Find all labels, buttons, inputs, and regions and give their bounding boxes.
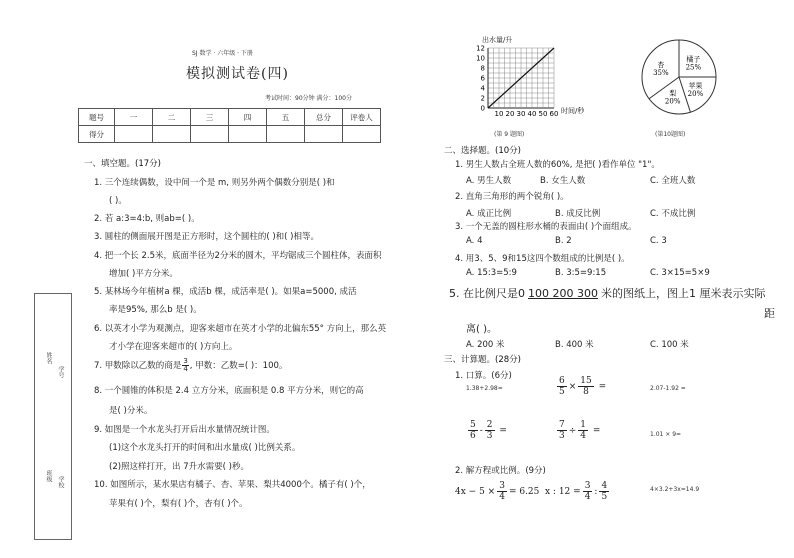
question-7	[94, 358, 287, 373]
question-6-line1: 6. 以英才小学为观测点，迎客来超市在英才小学的北偏东55° 方向上，那么英	[94, 324, 387, 334]
choice-1-option-a[interactable]: A. 男生人数	[466, 176, 512, 186]
question-7-prefix: 7. 甲数除以乙数的商是	[94, 361, 182, 371]
x-tick-label: 10	[494, 110, 504, 118]
y-tick-label: 0	[480, 104, 485, 113]
calc-2: $\frac{6}{5}$ × $\frac{15}{8}$ =	[559, 376, 607, 397]
score-cell: 四	[229, 109, 267, 126]
choice-5-prefix: 5. 在比例尺是0	[449, 287, 525, 300]
question-2: 2. 若 a:3=4:b, 则ab=( )。	[94, 214, 200, 224]
fraction	[578, 376, 593, 397]
denominator: 3	[559, 431, 565, 441]
score-cell: 五	[267, 109, 305, 126]
fraction-numerator: 3	[183, 357, 188, 365]
sidebar-class-label: 班级	[45, 470, 52, 482]
score-cell: 题号	[79, 109, 115, 126]
numerator: 7	[559, 420, 565, 430]
fraction	[468, 420, 478, 441]
numerator: 1	[580, 420, 587, 430]
fraction	[485, 420, 495, 441]
subsection-equations: 2. 解方程或比例。(9分)	[455, 466, 546, 476]
series-label: SJ 数学 · 六年级 · 下册	[192, 50, 253, 57]
pie-slice-percent: 20%	[664, 97, 681, 106]
score-input-cell[interactable]	[343, 126, 381, 143]
section-3-heading: 三、计算题。(28分)	[444, 355, 521, 365]
denominator: 8	[583, 387, 589, 397]
choice-1-option-b[interactable]: B. 女生人数	[540, 176, 586, 186]
question-4-line1: 4. 把一个长 2.5米，底面半径为2分米的圆木，平均锯成三个圆柱体，表面积	[94, 251, 382, 261]
chart-x-ticks	[495, 110, 559, 118]
score-cell: 评卷人	[343, 109, 381, 126]
choice-4-option-b[interactable]: B. 3:5=9:15	[555, 268, 607, 278]
choice-4-option-a[interactable]: A. 15:3=5:9	[466, 268, 517, 278]
choice-5-option-a[interactable]: A. 200 米	[466, 340, 505, 350]
score-cell: 得分	[79, 126, 115, 143]
fraction	[599, 481, 609, 502]
choice-5-option-b[interactable]: B. 400 米	[555, 340, 594, 350]
x-tick-label: 50	[538, 110, 548, 118]
y-tick-label: 12	[476, 44, 485, 53]
subsection-mental-math: 1. 口算。(6分)	[455, 371, 512, 381]
question-9: 9. 如图是一个水龙头打开后出水量情况统计图。	[94, 425, 275, 435]
x-tick-label: 60	[549, 110, 559, 118]
score-input-cell[interactable]	[115, 126, 153, 143]
numerator: 6	[559, 376, 565, 386]
score-table-score-row	[79, 126, 381, 143]
question-6-line2: 才小学在迎客来超市的( )方向上。	[109, 342, 238, 352]
calc-6: 1.01 × 9=	[650, 431, 682, 438]
denominator: 4	[584, 492, 591, 502]
pie-slice-name: 梨	[669, 89, 677, 98]
pie-slice-percent: 20%	[687, 89, 704, 98]
numerator: 3	[499, 481, 505, 491]
denominator: 6	[470, 431, 476, 441]
fraction	[583, 481, 593, 502]
operator: ×	[568, 382, 577, 392]
question-4-line2: 增加( )平方分米。	[109, 269, 178, 279]
chart-y-ticks	[476, 45, 485, 113]
calc-3: 2.07-1.92 =	[650, 385, 686, 392]
question-8-line1: 8. 一个圆锥的体积是 2.4 立方分米，底面积是 0.8 平方分米，则它的高	[94, 386, 364, 396]
operator: -	[479, 426, 483, 436]
equation-2-prefix: x : 12 =	[545, 487, 581, 497]
fraction	[557, 376, 567, 397]
equation-2	[545, 481, 611, 502]
fruit-pie-chart	[636, 36, 722, 118]
choice-5-suffix: 米的图纸上，图上1 厘米表示实际	[600, 287, 766, 300]
figure-10-caption: (第10题图)	[655, 131, 686, 138]
sidebar-name-label: 姓名	[45, 352, 52, 364]
choice-2-option-b[interactable]: B. 成反比例	[555, 209, 601, 219]
choice-3-option-c[interactable]: C. 3	[650, 236, 667, 246]
y-tick-label: 4	[480, 84, 485, 93]
y-tick-label: 6	[480, 74, 485, 83]
choice-question-4: 4. 用3、5、9和15这四个数组成的比例是( )。	[455, 254, 630, 264]
choice-5-line2: 离( )。	[466, 324, 497, 335]
fraction	[578, 420, 588, 441]
chart-x-title: 时间/秒	[561, 107, 585, 115]
numerator: 2	[486, 420, 493, 430]
choice-3-option-b[interactable]: B. 2	[555, 236, 572, 246]
score-cell: 二	[153, 109, 191, 126]
question-9-part-1: (1)这个水龙头打开的时间和出水量成( )比例关系。	[109, 443, 301, 453]
score-input-cell[interactable]	[229, 126, 267, 143]
calc-5: $\frac{7}{3}$ ÷ $\frac{1}{4}$ =	[559, 420, 601, 441]
denominator: 5	[601, 492, 608, 502]
figure-9-caption: (第 9 题图)	[494, 131, 525, 138]
pie-slice-name: 苹果	[688, 81, 703, 90]
pie-slice-name: 杏	[657, 60, 665, 69]
equation-1-prefix: 4x − 5 ×	[455, 487, 496, 497]
choice-1-option-c[interactable]: C. 全班人数	[650, 176, 696, 186]
choice-question-1: 1. 男生人数占全班人数的60%, 是把( )看作单位 "1"。	[455, 160, 660, 170]
question-5-line1: 5. 某林场今年植树a 棵，成活b 棵，成活率是( )。如果a=5000, 成活	[94, 287, 357, 297]
numerator: 4	[601, 481, 608, 491]
score-input-cell[interactable]	[153, 126, 191, 143]
pie-slice-percent: 35%	[653, 68, 669, 77]
choice-2-option-a[interactable]: A. 成正比例	[466, 209, 512, 219]
sidebar-id-label: 学号	[57, 366, 64, 378]
score-table	[78, 108, 381, 143]
numerator: 5	[470, 420, 476, 430]
fraction	[497, 481, 507, 502]
chart-y-title: 出水量/升	[482, 36, 513, 44]
score-input-cell[interactable]	[191, 126, 229, 143]
operator: ÷	[568, 426, 577, 436]
denominator: 4	[499, 492, 505, 502]
question-9-part-2: (2)照这样打开，出 7升水需要( )秒。	[109, 462, 249, 472]
choice-3-option-a[interactable]: A. 4	[466, 236, 483, 246]
question-7-suffix: , 甲数：乙数=( )：100。	[189, 361, 288, 371]
pie-slice-percent: 25%	[685, 63, 702, 72]
equation-1-suffix: = 6.25	[508, 487, 540, 497]
question-3: 3. 圆柱的侧面展开图是正方形时，这个圆柱的( )和( )相等。	[94, 232, 319, 242]
binding-sidebar	[34, 293, 72, 540]
quotient-fraction	[182, 358, 188, 373]
calc-4: $\frac{5}{6}$ - $\frac{2}{3}$ =	[470, 420, 507, 441]
choice-2-option-c[interactable]: C. 不成比例	[650, 209, 696, 219]
score-input-cell[interactable]	[305, 126, 343, 143]
score-table-header-row	[79, 109, 381, 126]
score-cell: 三	[191, 109, 229, 126]
denominator: 5	[559, 387, 565, 397]
scale-bar: 100 200 300	[528, 287, 598, 300]
numerator: 15	[580, 376, 592, 386]
denominator: 3	[486, 431, 493, 441]
y-tick-label: 10	[476, 54, 485, 63]
section-2-heading: 二、选择题。(10分)	[444, 146, 521, 156]
choice-question-3: 3. 一个无盖的圆柱形水桶的表面由( )个面组成。	[455, 222, 637, 232]
y-tick-label: 8	[480, 64, 485, 73]
ratio-colon: :	[594, 487, 598, 497]
fraction	[557, 420, 567, 441]
question-5-line2: 率是95%, 那么b 是( )。	[109, 305, 202, 315]
section-1-heading: 一、填空题。(17分)	[84, 159, 161, 169]
question-10-line1: 10. 如图所示，某水果店有橘子、杏、苹果、梨共4000个。橘子有( )个，	[94, 480, 371, 490]
question-1-line2: ( )。	[109, 196, 127, 206]
choice-5-option-c[interactable]: C. 100 米	[650, 340, 689, 350]
denominator: 4	[580, 431, 587, 441]
x-tick-label: 20	[505, 110, 515, 118]
sidebar-school-label: 学校	[57, 476, 64, 488]
fraction-denominator: 4	[183, 365, 188, 373]
x-tick-label: 30	[516, 110, 526, 118]
question-8-line2: 是( )分米。	[109, 406, 153, 416]
score-cell: 一	[115, 109, 153, 126]
choice-5-wrap: 距	[764, 307, 775, 320]
equation-1	[455, 481, 539, 502]
question-1-line1: 1. 三个连续偶数，设中间一个是 m, 则另外两个偶数分别是( )和	[94, 178, 335, 188]
calc-1: 1.38+2.98=	[466, 385, 503, 392]
x-tick-label: 40	[527, 110, 537, 118]
y-tick-label: 2	[480, 94, 485, 103]
exam-info: 考试时间：90分钟 满分：100分	[265, 95, 352, 102]
choice-question-2: 2. 直角三角形的两个锐角( )。	[455, 192, 569, 202]
question-10-line2: 苹果有( )个，梨有( )个，杏有( )个。	[109, 499, 248, 509]
score-cell: 总分	[305, 109, 343, 126]
pie-slice-name: 橘子	[686, 55, 701, 64]
page-title: 模拟测试卷(四)	[186, 66, 289, 82]
choice-question-5	[449, 285, 765, 301]
score-input-cell[interactable]	[267, 126, 305, 143]
equation-3: 4×3.2+3x=14.9	[650, 486, 700, 493]
numerator: 3	[584, 481, 591, 491]
water-flow-chart	[466, 32, 606, 132]
choice-4-option-c[interactable]: C. 3×15=5×9	[650, 268, 710, 278]
